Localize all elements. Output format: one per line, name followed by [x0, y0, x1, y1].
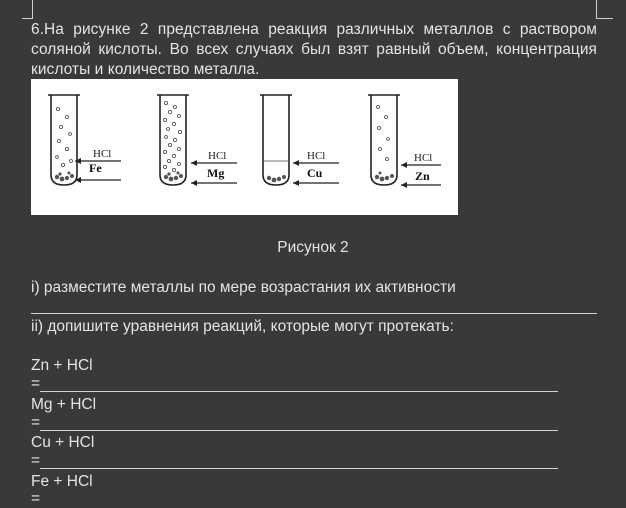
task-text: 6.На рисунке 2 представлена реакция различных металлов с раствором соляной кислоты. Во всех случаях был взят равный объем, концентрация кислоты и количество металла.	[31, 21, 597, 78]
metal-label-mg: Mg	[207, 166, 225, 180]
equation-lhs-fe: Fe + HCl	[31, 473, 93, 490]
test-tube-cu	[260, 95, 292, 185]
equation-lhs-cu: Cu + HCl	[31, 434, 95, 451]
acid-label-zn: HCl	[414, 152, 433, 164]
question-i: i) разместите металлы по мере возрастания их активности	[31, 279, 456, 296]
figure-caption: Рисунок 2	[277, 239, 349, 256]
acid-label-fe: HCl	[93, 148, 112, 160]
equation-lhs-zn: Zn + HCl	[31, 357, 93, 374]
arrow-hcl-cu	[293, 150, 339, 186]
acid-label-cu: HCl	[307, 150, 326, 162]
test-tube-zn	[368, 95, 400, 185]
metal-label-zn: Zn	[415, 169, 430, 183]
question-ii: ii) допишите уравнения реакций, которые могут протекать:	[31, 318, 454, 335]
answer-line-cu	[40, 468, 558, 469]
equation-equals-zn: =	[31, 375, 41, 392]
arrow-hcl-zn	[401, 152, 441, 188]
figure-test-tubes	[31, 79, 458, 215]
metal-label-cu: Cu	[307, 166, 323, 180]
equation-equals-mg: =	[31, 414, 41, 431]
answer-line-i	[31, 313, 597, 314]
equation-lhs-mg: Mg + HCl	[31, 396, 97, 413]
equation-equals-cu: =	[31, 452, 41, 469]
metal-label-fe: Fe	[89, 161, 102, 175]
arrow-hcl-mg	[191, 150, 237, 186]
arrow-hcl-fe	[75, 148, 121, 183]
page-corner-mark-right	[596, 0, 613, 19]
test-tube-mg	[157, 95, 189, 185]
answer-line-mg	[40, 430, 558, 431]
equation-equals-fe: =	[31, 490, 41, 507]
answer-line-zn	[40, 391, 558, 392]
acid-label-mg: HCl	[208, 150, 227, 162]
test-tube-fe	[48, 95, 80, 185]
page-corner-mark-left	[22, 0, 33, 19]
